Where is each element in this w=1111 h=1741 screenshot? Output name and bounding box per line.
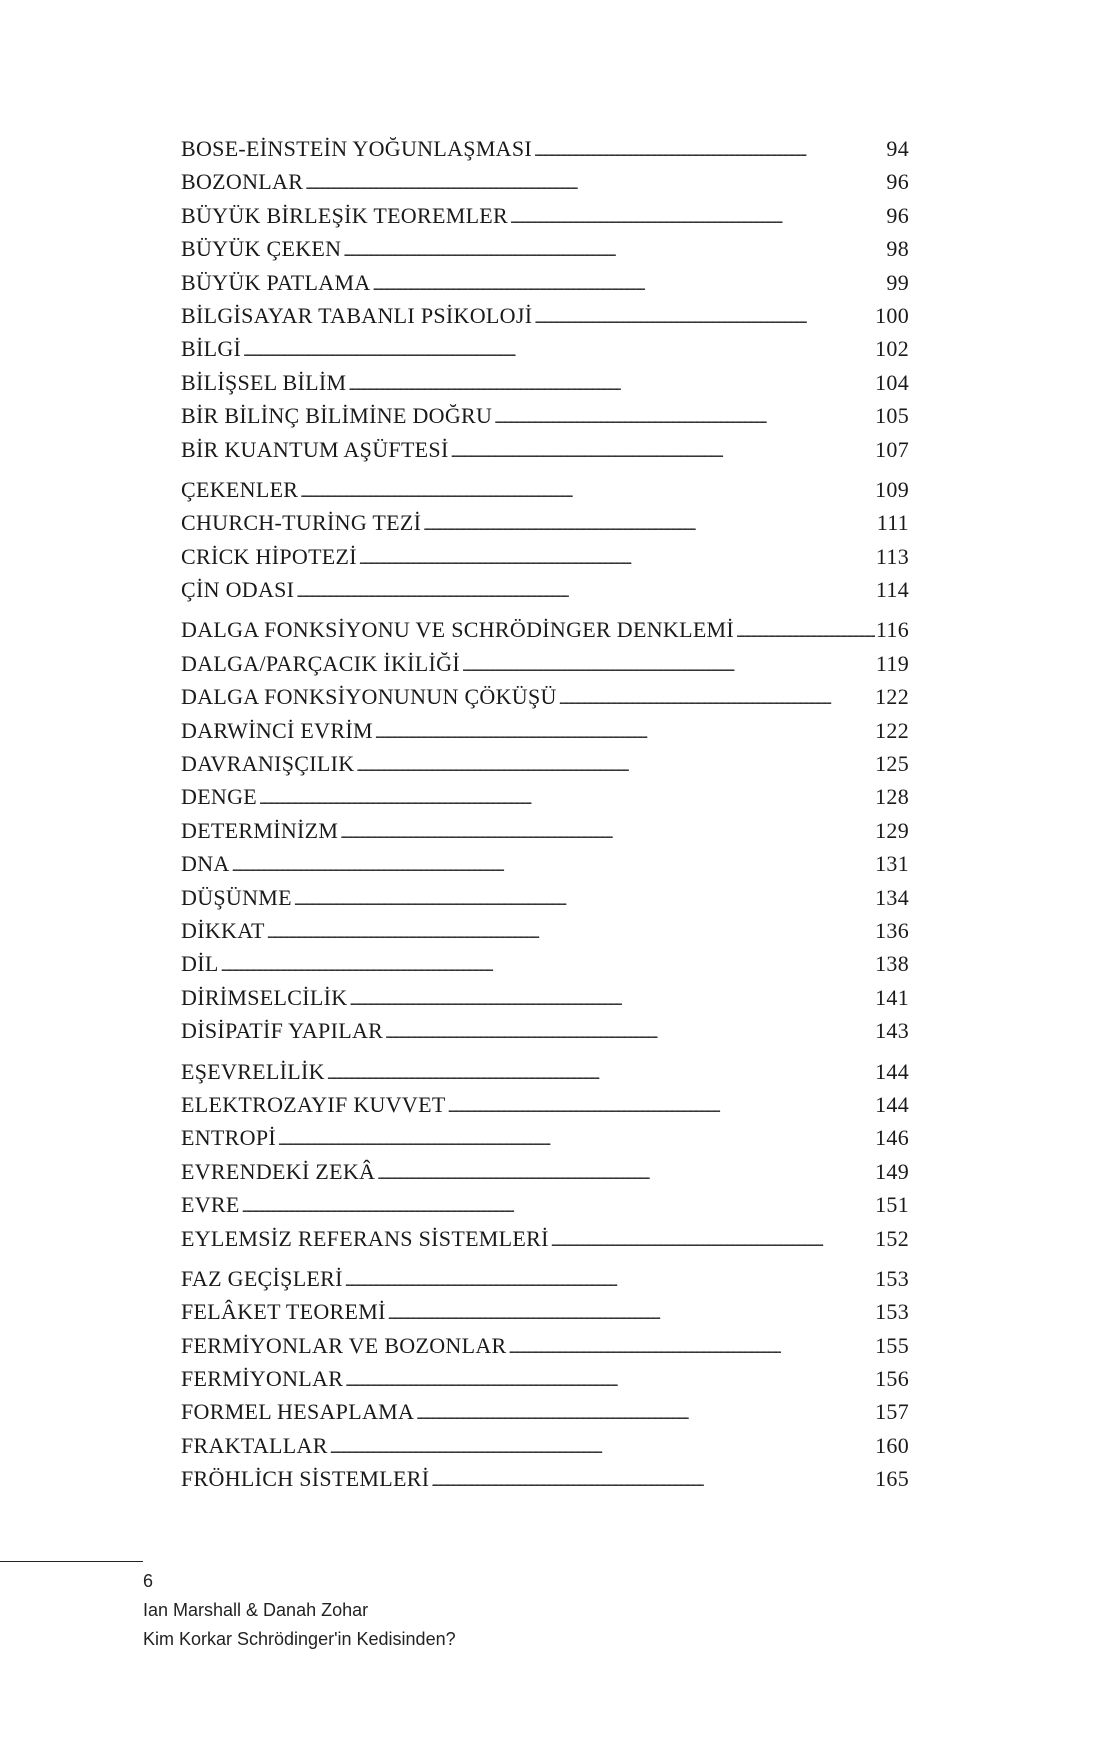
toc-entry-page: 155 (875, 1332, 909, 1358)
toc-dot-leader (345, 1366, 874, 1392)
toc-entry-page: 102 (875, 336, 909, 362)
toc-entry-page: 125 (875, 751, 909, 777)
toc-entry (181, 718, 909, 751)
toc-dot-leader (551, 1226, 874, 1252)
toc-entry (181, 818, 909, 851)
toc-entry (181, 510, 909, 543)
toc-dot-leader (278, 1125, 874, 1151)
toc-dot-leader (388, 1299, 874, 1325)
toc-entry (181, 885, 909, 918)
toc-entry-title: FERMİYONLAR VE BOZONLAR (181, 1332, 507, 1358)
toc-entry-title: DİKKAT (181, 917, 265, 943)
toc-dot-leader (375, 718, 874, 744)
toc-entry (181, 1399, 909, 1432)
toc-entry-title: DİL (181, 951, 219, 977)
toc-entry-title: DNA (181, 851, 230, 877)
toc-dot-leader (294, 885, 874, 911)
toc-entry-page: 149 (875, 1158, 909, 1184)
toc-dot-leader (242, 1192, 874, 1218)
toc-dot-leader (300, 477, 874, 503)
toc-dot-leader (243, 336, 874, 362)
toc-entry (181, 1092, 909, 1125)
toc-entry-page: 131 (875, 851, 909, 877)
toc-entry-page: 96 (886, 202, 909, 228)
toc-entry-title: DALGA FONKSİYONU VE SCHRÖDİNGER DENKLEMİ (181, 617, 735, 643)
toc-dot-leader (448, 1092, 875, 1118)
toc-entry-title: BÜYÜK PATLAMA (181, 269, 371, 295)
toc-entry-title: BİR BİLİNÇ BİLİMİNE DOĞRU (181, 403, 493, 429)
toc-entry-title: EŞEVRELİLİK (181, 1058, 325, 1084)
toc-entry-page: 111 (876, 510, 909, 536)
toc-group (181, 1266, 909, 1500)
toc-entry (181, 437, 909, 470)
toc-entry-page: 153 (875, 1299, 909, 1325)
toc-entry (181, 1018, 909, 1051)
toc-dot-leader (385, 1018, 874, 1044)
toc-entry-page: 152 (875, 1225, 909, 1251)
toc-entry-page: 122 (875, 684, 909, 710)
toc-entry-page: 114 (875, 577, 909, 603)
toc-entry-page: 144 (875, 1058, 909, 1084)
toc-entry-page: 153 (875, 1265, 909, 1291)
toc-dot-leader (327, 1059, 874, 1085)
toc-entry (181, 1466, 909, 1499)
toc-entry-page: 104 (875, 369, 909, 395)
toc-entry-page: 144 (875, 1091, 909, 1117)
toc-entry-page: 156 (875, 1366, 909, 1392)
toc-entry (181, 1433, 909, 1466)
toc-entry-title: CRİCK HİPOTEZİ (181, 543, 357, 569)
toc-entry-page: 165 (875, 1466, 909, 1492)
toc-dot-leader (377, 1159, 874, 1185)
toc-entry (181, 951, 909, 984)
toc-entry-title: ÇİN ODASI (181, 577, 295, 603)
toc-entry-page: 109 (875, 476, 909, 502)
toc-entry (181, 577, 909, 610)
toc-entry-title: DENGE (181, 784, 258, 810)
toc-entry-title: BİR KUANTUM AŞÜFTESİ (181, 436, 449, 462)
toc-dot-leader (340, 818, 874, 844)
toc-dot-leader (462, 651, 875, 677)
table-of-contents (181, 136, 909, 1507)
toc-entry (181, 1366, 909, 1399)
toc-entry-page: 105 (875, 403, 909, 429)
toc-entry-title: BİLİŞSEL BİLİM (181, 369, 347, 395)
toc-entry (181, 1266, 909, 1299)
toc-dot-leader (373, 270, 886, 296)
toc-dot-leader (534, 136, 885, 162)
toc-entry (181, 1192, 909, 1225)
toc-entry-page: 136 (875, 917, 909, 943)
toc-entry (181, 1059, 909, 1092)
toc-entry-page: 157 (875, 1399, 909, 1425)
toc-entry-title: FRÖHLİCH SİSTEMLERİ (181, 1466, 430, 1492)
toc-entry-page: 151 (875, 1192, 909, 1218)
toc-entry (181, 985, 909, 1018)
toc-entry-title: DAVRANIŞÇILIK (181, 751, 355, 777)
toc-entry-page: 134 (875, 884, 909, 910)
toc-entry-page: 113 (875, 543, 909, 569)
toc-entry-page: 96 (886, 169, 909, 195)
toc-entry (181, 1299, 909, 1332)
toc-dot-leader (431, 1466, 874, 1492)
footer-authors: Ian Marshall & Danah Zohar (143, 1600, 369, 1620)
toc-entry-title: DALGA/PARÇACIK İKİLİĞİ (181, 650, 460, 676)
toc-entry (181, 918, 909, 951)
footer-page-number: 6 (143, 1571, 154, 1591)
toc-dot-leader (359, 544, 875, 570)
toc-entry (181, 136, 909, 169)
toc-entry-title: EYLEMSİZ REFERANS SİSTEMLERİ (181, 1225, 549, 1251)
toc-dot-leader (559, 684, 874, 710)
toc-dot-leader (343, 236, 885, 262)
toc-dot-leader (349, 985, 874, 1011)
toc-entry-title: ÇEKENLER (181, 476, 299, 502)
toc-entry-page: 146 (875, 1125, 909, 1151)
toc-entry (181, 169, 909, 202)
toc-entry-page: 99 (886, 269, 909, 295)
toc-entry (181, 544, 909, 577)
toc-dot-leader (494, 403, 874, 429)
toc-entry-title: CHURCH-TURİNG TEZİ (181, 510, 422, 536)
toc-entry-page: 143 (875, 1018, 909, 1044)
toc-entry-page: 119 (875, 650, 909, 676)
toc-entry (181, 370, 909, 403)
toc-dot-leader (259, 784, 874, 810)
toc-entry (181, 1125, 909, 1158)
toc-entry (181, 851, 909, 884)
toc-dot-leader (267, 918, 874, 944)
toc-dot-leader (451, 437, 875, 463)
toc-group (181, 477, 909, 611)
toc-entry (181, 270, 909, 303)
toc-entry-title: BİLGİ (181, 336, 242, 362)
toc-entry (181, 684, 909, 717)
toc-dot-leader (510, 203, 885, 229)
page-footer (143, 1567, 456, 1654)
toc-entry (181, 303, 909, 336)
toc-entry-title: ENTROPİ (181, 1125, 276, 1151)
toc-entry-page: 141 (875, 984, 909, 1010)
toc-dot-leader (232, 851, 875, 877)
toc-entry-title: FERMİYONLAR (181, 1366, 344, 1392)
toc-entry-title: BOZONLAR (181, 169, 304, 195)
toc-entry (181, 1333, 909, 1366)
toc-entry-title: DARWİNCİ EVRİM (181, 717, 373, 743)
toc-entry-title: FELÂKET TEOREMİ (181, 1299, 386, 1325)
toc-entry (181, 1226, 909, 1259)
toc-entry-page: 116 (875, 617, 909, 643)
toc-entry-title: DİRİMSELCİLİK (181, 984, 348, 1010)
toc-entry-title: EVRE (181, 1192, 240, 1218)
toc-entry-title: DÜŞÜNME (181, 884, 292, 910)
toc-dot-leader (356, 751, 874, 777)
toc-entry-title: FORMEL HESAPLAMA (181, 1399, 415, 1425)
toc-entry (181, 751, 909, 784)
toc-entry-page: 98 (886, 236, 909, 262)
toc-dot-leader (345, 1266, 874, 1292)
toc-entry (181, 784, 909, 817)
toc-entry-title: BOSE-EİNSTEİN YOĞUNLAŞMASI (181, 136, 533, 161)
toc-entry-title: EVRENDEKİ ZEKÂ (181, 1158, 376, 1184)
toc-dot-leader (416, 1399, 874, 1425)
toc-dot-leader (296, 577, 875, 603)
toc-entry-page: 129 (875, 817, 909, 843)
toc-dot-leader (509, 1333, 875, 1359)
footer-rule (0, 1561, 143, 1562)
toc-entry-page: 94 (886, 136, 909, 161)
toc-dot-leader (348, 370, 874, 396)
toc-dot-leader (423, 510, 875, 536)
toc-entry (181, 477, 909, 510)
toc-entry-title: FAZ GEÇİŞLERİ (181, 1265, 343, 1291)
footer-book-title: Kim Korkar Schrödinger'in Kedisinden? (143, 1629, 456, 1649)
toc-group (181, 1059, 909, 1259)
toc-dot-leader (736, 617, 875, 643)
toc-group (181, 617, 909, 1051)
toc-entry-page: 107 (875, 436, 909, 462)
toc-dot-leader (305, 169, 885, 195)
toc-entry-title: FRAKTALLAR (181, 1432, 328, 1458)
toc-entry-page: 138 (875, 951, 909, 977)
toc-entry-title: BÜYÜK BİRLEŞİK TEOREMLER (181, 202, 509, 228)
toc-entry-page: 160 (875, 1432, 909, 1458)
toc-entry-title: DETERMİNİZM (181, 817, 339, 843)
toc-entry-title: DİSİPATİF YAPILAR (181, 1018, 384, 1044)
toc-dot-leader (534, 303, 874, 329)
toc-entry-title: ELEKTROZAYIF KUVVET (181, 1091, 446, 1117)
toc-entry-title: DALGA FONKSİYONUNUN ÇÖKÜŞÜ (181, 684, 557, 710)
toc-group (181, 136, 909, 470)
toc-entry (181, 617, 909, 650)
toc-entry-page: 128 (875, 784, 909, 810)
toc-entry (181, 651, 909, 684)
toc-entry-page: 122 (875, 717, 909, 743)
toc-entry-page: 100 (875, 302, 909, 328)
toc-entry-title: BÜYÜK ÇEKEN (181, 236, 342, 262)
toc-dot-leader (330, 1433, 874, 1459)
toc-dot-leader (221, 951, 875, 977)
toc-entry (181, 336, 909, 369)
toc-entry (181, 403, 909, 436)
toc-entry (181, 203, 909, 236)
toc-entry (181, 236, 909, 269)
toc-entry-title: BİLGİSAYAR TABANLI PSİKOLOJİ (181, 302, 533, 328)
toc-entry (181, 1159, 909, 1192)
